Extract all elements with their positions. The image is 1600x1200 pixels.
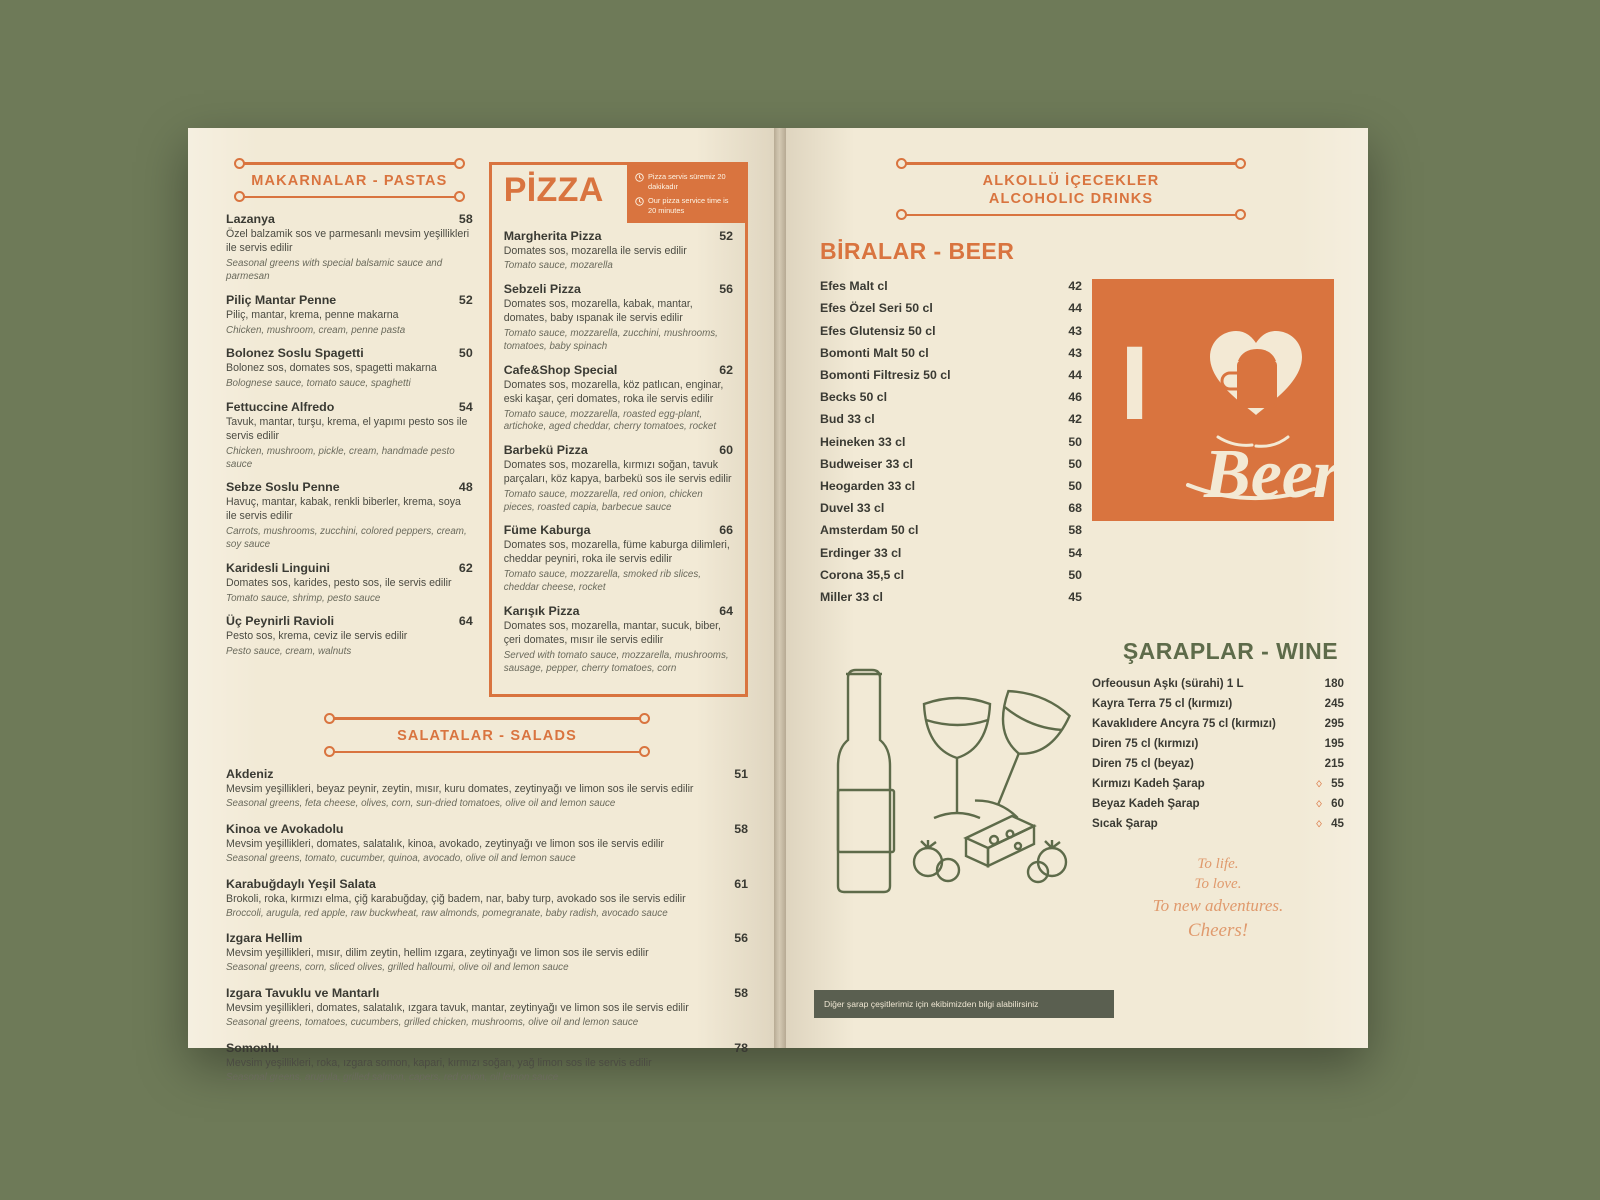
menu-item-description: Brokoli, roka, kırmızı elma, çiğ karabuğday, çiğ badem, nar, baby turp, avokado sos ile servis edilir: [226, 892, 686, 905]
pizza-box: [489, 162, 748, 697]
menu-item-price: 58: [458, 212, 473, 227]
wine-price: 195: [1324, 737, 1344, 751]
menu-item-row: [226, 212, 473, 226]
i-love-beer-graphic: [1092, 279, 1334, 521]
ornament-dot-icon: [454, 158, 465, 169]
menu-item-row: [226, 400, 473, 414]
cheers-quote: [1092, 854, 1344, 943]
menu-item: [226, 877, 748, 921]
wine-glass-icon: ♢: [1315, 779, 1324, 790]
menu-item-description: Mevsim yeşillikleri, domates, salatalık, kinoa, avokado, zeytinyağı ve limon sos ile servis edilir: [226, 838, 665, 851]
drink-name: Bomonti Malt 50 cl: [820, 345, 929, 360]
menu-item-name: Karabuğdaylı Yeşil Salata: [226, 876, 376, 891]
pasta-item-list: [226, 212, 473, 659]
drink-price: 45: [1068, 589, 1082, 604]
menu-spread: [188, 128, 1368, 1083]
wine-name: Sıcak Şarap: [1092, 817, 1158, 831]
menu-item: [504, 523, 733, 594]
menu-item-description: Domates sos, mozarella, mantar, sucuk, biber, çeri domates, mısır ile servis edilir: [503, 619, 721, 646]
wine-glass-icon: ♢: [1315, 799, 1324, 810]
menu-item-row: [226, 293, 473, 307]
menu-item-description-en: Tomato sauce, shrimp, pesto sauce: [226, 592, 381, 604]
wine-row: [1092, 817, 1344, 830]
divider: [332, 751, 642, 753]
ornament-dot-icon: [324, 746, 335, 757]
menu-item-row: [504, 443, 733, 457]
beer-item-list: [820, 279, 1082, 612]
alcohol-title-tr: ALKOLLÜ İÇECEKLER: [982, 173, 1160, 189]
svg-text:I: I: [1120, 325, 1150, 443]
drink-price: 50: [1068, 456, 1082, 471]
menu-item: [226, 767, 748, 811]
menu-item-price: 58: [734, 822, 748, 837]
menu-item-name: Izgara Tavuklu ve Mantarlı: [226, 986, 380, 1001]
pasta-section-header: [226, 162, 473, 198]
menu-item-description-en: Tomato sauce, mozzarella, zucchini, mushrooms, tomatoes, baby spinach: [503, 328, 718, 352]
drink-price: 43: [1068, 323, 1082, 338]
salad-section-header: [316, 717, 658, 753]
wine-name: Kırmızı Kadeh Şarap: [1092, 777, 1205, 791]
drink-row: [820, 479, 1082, 493]
wine-price: 55: [1331, 777, 1344, 791]
menu-item-name: Sebze Soslu Penne: [226, 480, 340, 495]
menu-item: [226, 931, 748, 975]
clock-icon: [635, 197, 644, 215]
cheers-line-4: Cheers!: [1187, 919, 1249, 941]
beer-section-title: BİRALAR - BEER: [820, 238, 1015, 265]
wine-price: 295: [1324, 717, 1344, 731]
wine-price: 180: [1324, 677, 1344, 691]
drink-price: 68: [1068, 501, 1082, 516]
cheers-line-1: To life.: [1197, 856, 1239, 873]
wine-row: [1092, 677, 1344, 690]
menu-item-description-en: Bolognese sauce, tomato sauce, spaghetti: [226, 378, 411, 390]
alcohol-title-en: ALCOHOLIC DRINKS: [988, 191, 1154, 208]
menu-item-name: Piliç Mantar Penne: [226, 292, 337, 307]
drink-row: [820, 523, 1082, 537]
menu-item-description: Domates sos, karides, pesto sos, ile servis edilir: [226, 576, 452, 589]
ornament-dot-icon: [454, 191, 465, 202]
cheers-line-3: To new adventures.: [1152, 895, 1284, 915]
menu-item-description-en: Chicken, mushroom, cream, penne pasta: [226, 324, 406, 336]
menu-item-name: Kinoa ve Avokadolu: [226, 822, 344, 837]
menu-item-name: Karışık Pizza: [503, 603, 580, 618]
menu-item: [226, 986, 748, 1030]
menu-item: [504, 443, 733, 514]
menu-item-description-en: Seasonal greens, feta cheese, olives, corn, sun-dried tomatoes, olive oil and lemon sauce: [226, 798, 616, 810]
menu-item-price: 50: [458, 346, 473, 361]
menu-item-row: [226, 480, 473, 494]
drink-price: 44: [1068, 301, 1082, 316]
menu-item-row: [226, 822, 748, 836]
drink-row: [820, 368, 1082, 382]
menu-item: [226, 346, 473, 391]
menu-item-row: [504, 229, 733, 243]
menu-item-description: Mevsim yeşillikleri, roka, ızgara somon, kapari, kırmızı soğan, yağ limon sos ile servis edilir: [226, 1056, 652, 1069]
pizza-column: [489, 162, 748, 697]
menu-item-description: Tavuk, mantar, turşu, krema, el yapımı pesto sos ile servis edilir: [226, 415, 468, 442]
divider: [904, 214, 1238, 216]
menu-item-price: 48: [458, 480, 473, 495]
drink-name: Budweiser 33 cl: [820, 456, 913, 471]
menu-item-description: Domates sos, mozarella, füme kaburga dilimleri, cheddar peyniri, roka ile servis edilir: [503, 539, 730, 566]
menu-item: [226, 212, 473, 283]
wine-row: [1092, 797, 1344, 810]
salad-section: [226, 717, 748, 1084]
menu-item-description-en: Seasonal greens with special balsamic sauce and parmesan: [226, 258, 443, 282]
menu-item-name: Karidesli Linguini: [226, 560, 330, 575]
menu-item: [226, 480, 473, 551]
drink-name: Bud 33 cl: [820, 412, 875, 427]
menu-item-description: Domates sos, mozarella, kırmızı soğan, tavuk parçaları, köz kapya, barbekü sos ile servis edilir: [503, 459, 732, 485]
menu-item-price: 61: [734, 876, 748, 891]
menu-item-name: Füme Kaburga: [503, 523, 591, 538]
menu-item-description-en: Tomato sauce, mozzarella, roasted egg-plant, artichoke, aged cheddar, cherry tomatoes, rocket: [503, 408, 717, 433]
ornament-dot-icon: [639, 746, 650, 757]
wine-right-column: [1086, 638, 1344, 943]
menu-page-left: [188, 128, 778, 1083]
menu-item: [226, 1041, 748, 1085]
menu-item-description: Özel balzamik sos ve parmesanlı mevsim yeşillikleri ile servis edilir: [226, 228, 470, 255]
wine-row: [1092, 777, 1344, 790]
drink-name: Erdinger 33 cl: [820, 545, 902, 560]
menu-item: [226, 614, 473, 659]
menu-item-description-en: Served with tomato sauce, mozzarella, mushrooms, sausage, pepper, cherry tomatoes, corn: [503, 649, 729, 674]
menu-item-price: 64: [458, 614, 473, 629]
menu-item-description: Mevsim yeşillikleri, mısır, dilim zeytin, hellim ızgara, zeytinyağı ve limon sos ile servis edilir: [226, 947, 649, 960]
wine-name: Kavaklıdere Ancyra 75 cl (kırmızı): [1092, 717, 1276, 731]
wine-row: [1092, 757, 1344, 770]
menu-item-description-en: Pesto sauce, cream, walnuts: [226, 646, 352, 658]
drink-name: Heogarden 33 cl: [820, 478, 915, 493]
menu-item-description-en: Broccoli, arugula, red apple, raw buckwheat, raw almonds, pomegranate, baby radish, avocado sauce: [226, 907, 668, 919]
menu-item: [504, 229, 733, 274]
wine-price: 45: [1331, 817, 1344, 831]
menu-item-description: Pesto sos, krema, ceviz ile servis edilir: [226, 630, 408, 643]
svg-text:Beer: Beer: [1204, 436, 1334, 514]
menu-page-right: [778, 128, 1368, 1048]
pizza-note-en: Our pizza service time is 20 minutes: [648, 196, 729, 215]
wine-info-note: Diğer şarap çeşitlerimiz için ekibimizden bilgi alabilirsiniz: [814, 990, 1114, 1018]
wine-name: Diren 75 cl (kırmızı): [1092, 737, 1199, 751]
drink-row: [820, 501, 1082, 515]
menu-item-description: Domates sos, mozarella ile servis edilir: [503, 244, 687, 257]
wine-price: 215: [1324, 757, 1344, 771]
drink-price: 44: [1068, 368, 1082, 382]
menu-item-description-en: Seasonal greens, arugula, grilled salmon, capers, red onion, oil lemon sauce: [226, 1071, 559, 1083]
menu-item-name: Akdeniz: [226, 767, 274, 782]
menu-item-row: [226, 767, 748, 781]
menu-item-name: Barbekü Pizza: [503, 443, 588, 458]
wine-price: 60: [1331, 797, 1344, 811]
ornament-dot-icon: [1235, 158, 1246, 169]
drink-name: Efes Glutensiz 50 cl: [820, 323, 936, 338]
drink-price: 50: [1068, 567, 1082, 582]
menu-item-row: [504, 523, 733, 537]
menu-item: [226, 561, 473, 606]
menu-item-row: [226, 614, 473, 628]
drink-name: Bomonti Filtresiz 50 cl: [820, 368, 951, 382]
wine-name: Diren 75 cl (beyaz): [1092, 757, 1194, 771]
menu-item-description-en: Carrots, mushrooms, zucchini, colored peppers, cream, soy sauce: [226, 526, 467, 551]
divider: [242, 196, 457, 198]
pizza-service-note: [627, 165, 745, 223]
menu-item-price: 62: [719, 362, 733, 377]
drink-price: 54: [1068, 545, 1082, 560]
drink-name: Heineken 33 cl: [820, 434, 906, 449]
menu-item-price: 78: [734, 1040, 748, 1055]
menu-item-row: [504, 282, 733, 296]
wine-item-list: [1092, 677, 1344, 830]
ornament-dot-icon: [896, 209, 907, 220]
clock-icon: [635, 173, 644, 191]
beer-block: [808, 279, 1334, 612]
menu-item-price: 62: [458, 560, 473, 575]
ornament-dot-icon: [1235, 209, 1246, 220]
pizza-box-header: [492, 165, 745, 223]
wine-row: [1092, 717, 1344, 730]
left-columns: [226, 162, 748, 697]
menu-item: [504, 363, 733, 434]
menu-item-name: Fettuccine Alfredo: [226, 399, 335, 414]
drink-row: [820, 457, 1082, 471]
menu-item-row: [504, 363, 733, 377]
menu-item-price: 52: [458, 292, 473, 307]
wine-section-title: ŞARAPLAR - WINE: [1122, 638, 1338, 665]
menu-item-description-en: Chicken, mushroom, pickle, cream, handmade pesto sauce: [226, 445, 455, 470]
menu-item-row: [504, 604, 733, 618]
menu-item-price: 66: [719, 523, 733, 538]
ornament-dot-icon: [896, 158, 907, 169]
menu-item-price: 56: [734, 931, 748, 946]
menu-item-description-en: Seasonal greens, tomatoes, cucumbers, grilled chicken, mushrooms, olive oil and lemon sauce: [226, 1017, 639, 1029]
menu-item-price: 52: [719, 228, 733, 243]
menu-item-name: Izgara Hellim: [226, 931, 303, 946]
menu-item-description: Mevsim yeşillikleri, beyaz peynir, zeytin, mısır, kuru domates, zeytinyağı ve limon sos ile servis edilir: [226, 783, 694, 796]
menu-item-description: Piliç, mantar, krema, penne makarna: [226, 308, 399, 321]
menu-item-description: Mevsim yeşillikleri, domates, salatalık, ızgara tavuk, mantar, zeytinyağı ve limon sos ile servis edilir: [226, 1002, 689, 1015]
menu-item-row: [226, 346, 473, 360]
drink-row: [820, 412, 1082, 426]
menu-item-row: [226, 561, 473, 575]
menu-item-price: 54: [458, 399, 473, 414]
drink-price: 50: [1068, 478, 1082, 493]
menu-item-row: [226, 1041, 748, 1055]
menu-item-description: Havuç, mantar, kabak, renkli biberler, krema, soya ile servis edilir: [226, 496, 461, 523]
drink-row: [820, 324, 1082, 338]
wine-bottle-glasses-illustration: [816, 638, 1086, 908]
menu-item-name: Üç Peynirli Ravioli: [226, 614, 335, 629]
menu-item-description-en: Tomato sauce, mozzarella, red onion, chicken pieces, roasted capia, barbecue sauce: [503, 488, 703, 513]
drink-price: 42: [1068, 279, 1082, 294]
ornament-dot-icon: [234, 191, 245, 202]
wine-name: Beyaz Kadeh Şarap: [1092, 797, 1200, 811]
wine-glass-icon: ♢: [1315, 819, 1324, 830]
menu-item: [226, 822, 748, 866]
menu-item-description: Bolonez sos, domates sos, spagetti makarna: [226, 362, 437, 375]
menu-item-row: [226, 877, 748, 891]
salad-section-title: SALATALAR - SALADS: [397, 728, 577, 745]
menu-item-row: [226, 931, 748, 945]
drink-row: [820, 568, 1082, 582]
drink-name: Duvel 33 cl: [820, 501, 885, 516]
menu-item-price: 56: [719, 282, 733, 297]
menu-item-name: Bolonez Soslu Spagetti: [226, 346, 364, 361]
pizza-note-tr: Pizza servis süremiz 20 dakikadır: [648, 172, 726, 191]
salad-item-list: [226, 767, 748, 1084]
drink-name: Becks 50 cl: [820, 390, 888, 405]
menu-item: [504, 604, 733, 675]
menu-item-price: 51: [734, 767, 748, 782]
drink-row: [820, 390, 1082, 404]
cheers-line-2: To love.: [1194, 876, 1242, 893]
drink-name: Efes Malt cl: [820, 279, 888, 294]
drink-row: [820, 435, 1082, 449]
drink-row: [820, 301, 1082, 315]
drink-price: 46: [1068, 390, 1082, 405]
drink-row: [820, 590, 1082, 604]
wine-price: 245: [1324, 697, 1344, 711]
wine-block: [808, 638, 1344, 943]
menu-item-price: 60: [719, 443, 733, 458]
menu-item: [226, 400, 473, 471]
drink-row: [820, 279, 1082, 293]
wine-row: [1092, 697, 1344, 710]
drink-price: 43: [1068, 345, 1082, 360]
drink-price: 42: [1068, 412, 1082, 427]
menu-item: [504, 282, 733, 353]
drink-row: [820, 346, 1082, 360]
menu-item-name: Somonlu: [226, 1040, 279, 1055]
drink-price: 50: [1068, 434, 1082, 449]
drink-name: Miller 33 cl: [820, 589, 883, 604]
wine-name: Orfeousun Aşkı (sürahi) 1 L: [1092, 677, 1244, 691]
drink-name: Amsterdam 50 cl: [820, 523, 919, 538]
alcohol-section-header: [888, 162, 1254, 216]
menu-item-name: Sebzeli Pizza: [503, 282, 581, 297]
pasta-section-title: MAKARNALAR - PASTAS: [251, 173, 448, 189]
menu-item-description: Domates sos, mozarella, köz patlıcan, enginar, eski kaşar, çeri domates, roka ile servis edilir: [503, 378, 724, 405]
drink-name: Corona 35,5 cl: [820, 567, 905, 582]
menu-item-description: Domates sos, mozarella, kabak, mantar, domates, baby ıspanak ile servis edilir: [503, 298, 693, 325]
menu-item-description-en: Tomato sauce, mozzarella, smoked rib slices, cheddar cheese, rocket: [503, 569, 702, 594]
menu-item: [226, 293, 473, 338]
menu-item-price: 64: [719, 603, 733, 618]
wine-name: Kayra Terra 75 cl (kırmızı): [1092, 697, 1233, 711]
drink-price: 58: [1068, 523, 1082, 538]
menu-item-description-en: Seasonal greens, tomato, cucumber, quinoa, avocado, olive oil and lemon sauce: [226, 853, 576, 865]
drink-row: [820, 546, 1082, 560]
menu-item-name: Margherita Pizza: [503, 228, 602, 243]
menu-item-description-en: Seasonal greens, corn, sliced olives, grilled halloumi, olive oil and lemon sauce: [226, 962, 569, 974]
menu-item-price: 58: [734, 986, 748, 1001]
ornament-dot-icon: [234, 158, 245, 169]
wine-row: [1092, 737, 1344, 750]
menu-item-description-en: Tomato sauce, mozarella: [503, 260, 613, 272]
pasta-column: [226, 162, 473, 697]
pizza-item-list: [492, 223, 745, 676]
menu-item-name: Lazanya: [226, 212, 275, 227]
pizza-section-title: PİZZA: [503, 171, 604, 209]
menu-item-row: [226, 986, 748, 1000]
drink-name: Efes Özel Seri 50 cl: [820, 301, 933, 316]
menu-item-name: Cafe&Shop Special: [503, 362, 618, 377]
